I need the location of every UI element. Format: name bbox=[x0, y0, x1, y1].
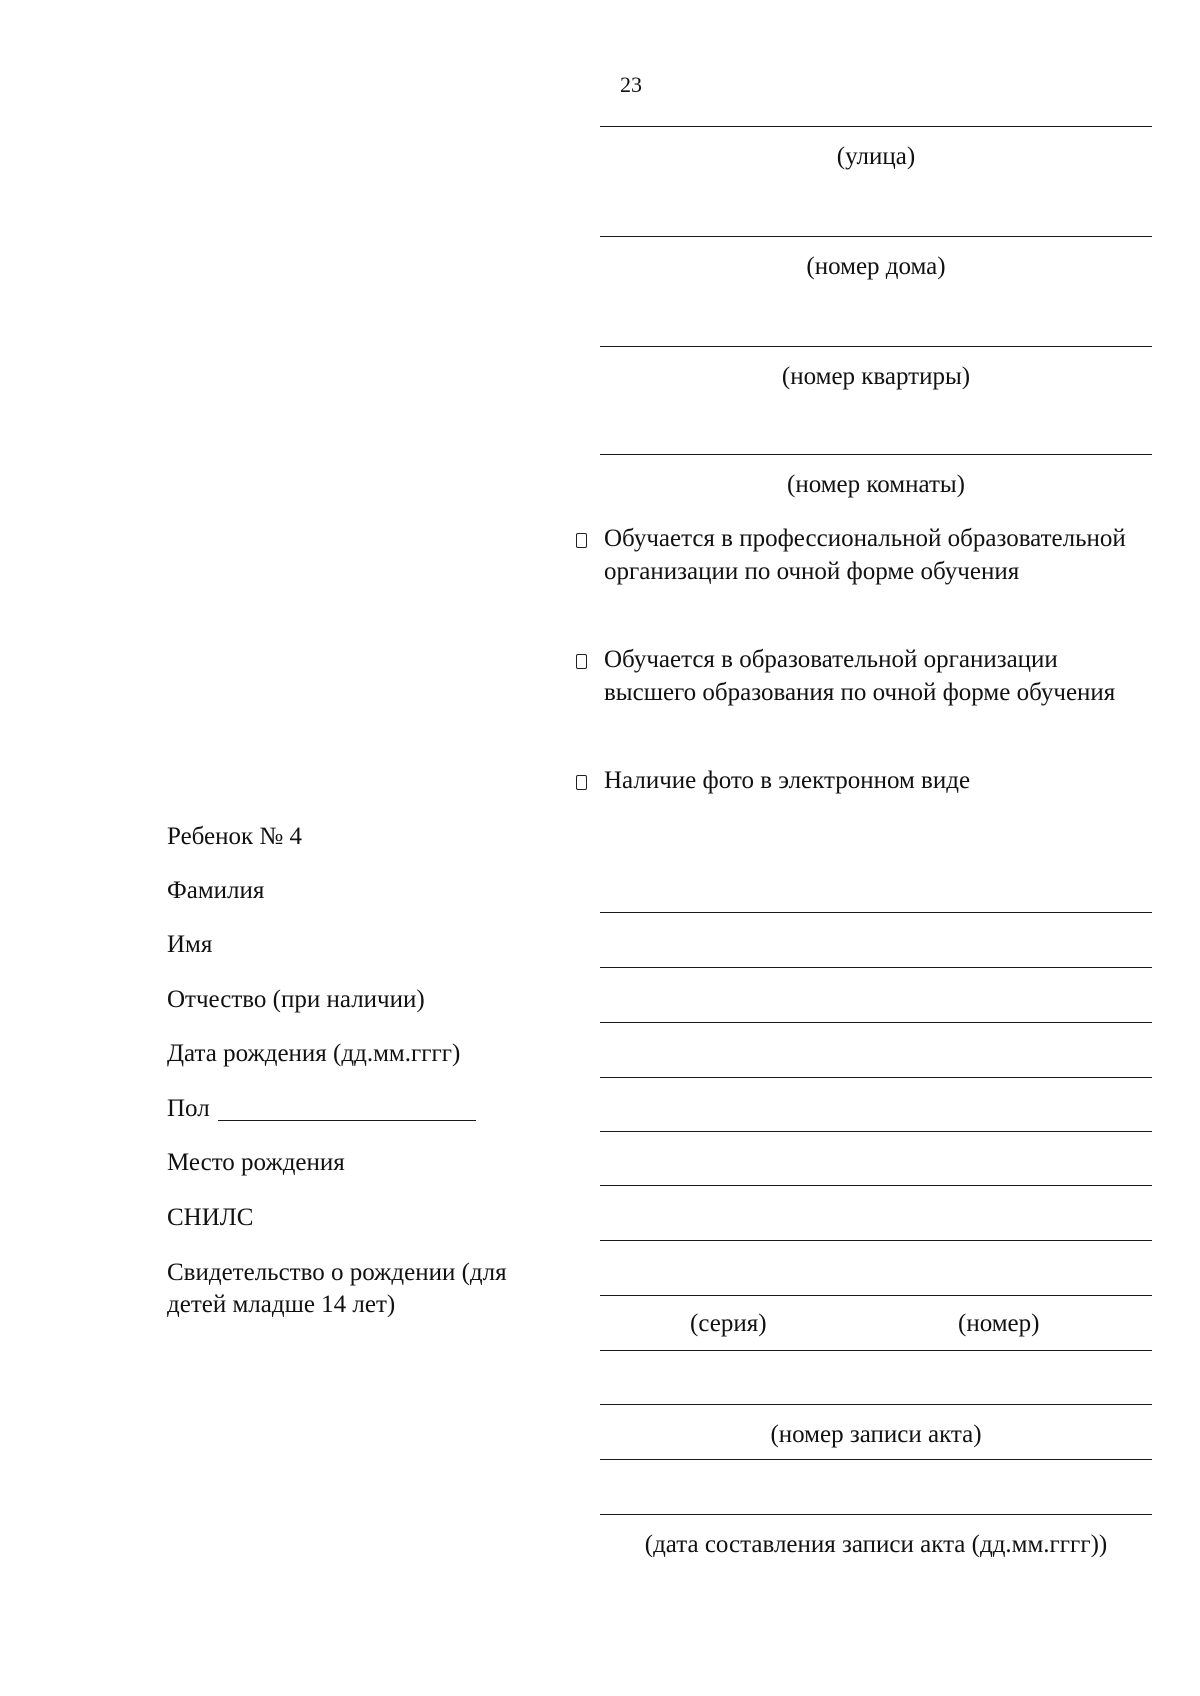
checkbox-electronic-photo[interactable] bbox=[576, 775, 587, 790]
checkbox-higher-education[interactable] bbox=[576, 654, 587, 669]
record-number-caption: (номер записи акта) bbox=[770, 1421, 982, 1448]
separator-line bbox=[600, 1459, 1152, 1460]
apartment-number-field[interactable] bbox=[600, 346, 1152, 347]
sex-field[interactable] bbox=[600, 1131, 1152, 1132]
name-field[interactable] bbox=[600, 967, 1152, 968]
sex-inline-field[interactable] bbox=[218, 1120, 476, 1121]
option-higher-education: Обучается в образовательной организации высшего образования по очной форме обучения bbox=[604, 646, 1116, 706]
certificate-number-caption: (номер) bbox=[958, 1310, 1040, 1337]
birthplace-field[interactable] bbox=[600, 1185, 1152, 1186]
option-professional-education: Обучается в профессиональной образовательной организации по очной форме обучения bbox=[604, 525, 1126, 585]
birthdate-field[interactable] bbox=[600, 1077, 1152, 1078]
record-date-caption: (дата составления записи акта (дд.мм.гггг)) bbox=[644, 1531, 1108, 1558]
street-field[interactable] bbox=[600, 126, 1152, 127]
patronymic-field[interactable] bbox=[600, 1022, 1152, 1023]
certificate-series-caption: (серия) bbox=[690, 1310, 767, 1337]
house-number-field[interactable] bbox=[600, 236, 1152, 237]
snils-label: СНИЛС bbox=[167, 1204, 254, 1231]
page-number: 23 bbox=[620, 72, 642, 97]
child-heading: Ребенок № 4 bbox=[167, 823, 303, 850]
name-label: Имя bbox=[167, 931, 213, 958]
snils-field[interactable] bbox=[600, 1240, 1152, 1241]
room-number-field[interactable] bbox=[600, 454, 1152, 455]
birthplace-label: Место рождения bbox=[167, 1149, 345, 1176]
birthdate-label: Дата рождения (дд.мм.гггг) bbox=[167, 1040, 461, 1067]
separator-line bbox=[600, 1350, 1152, 1351]
sex-label: Пол bbox=[167, 1095, 210, 1122]
record-number-field[interactable] bbox=[600, 1404, 1152, 1405]
street-caption: (улица) bbox=[836, 143, 916, 170]
certificate-series-number-field[interactable] bbox=[600, 1295, 1152, 1296]
surname-label: Фамилия bbox=[167, 877, 265, 904]
surname-field[interactable] bbox=[600, 912, 1152, 913]
checkbox-professional-education[interactable] bbox=[576, 533, 587, 548]
birth-certificate-label-line2: детей младше 14 лет) bbox=[167, 1291, 396, 1318]
record-date-field[interactable] bbox=[600, 1514, 1152, 1515]
apartment-number-caption: (номер квартиры) bbox=[781, 363, 971, 390]
birth-certificate-label-line1: Свидетельство о рождении (для bbox=[167, 1259, 507, 1286]
option-electronic-photo: Наличие фото в электронном виде bbox=[604, 767, 971, 794]
patronymic-label: Отчество (при наличии) bbox=[167, 986, 425, 1013]
house-number-caption: (номер дома) bbox=[806, 253, 946, 280]
room-number-caption: (номер комнаты) bbox=[787, 471, 965, 498]
